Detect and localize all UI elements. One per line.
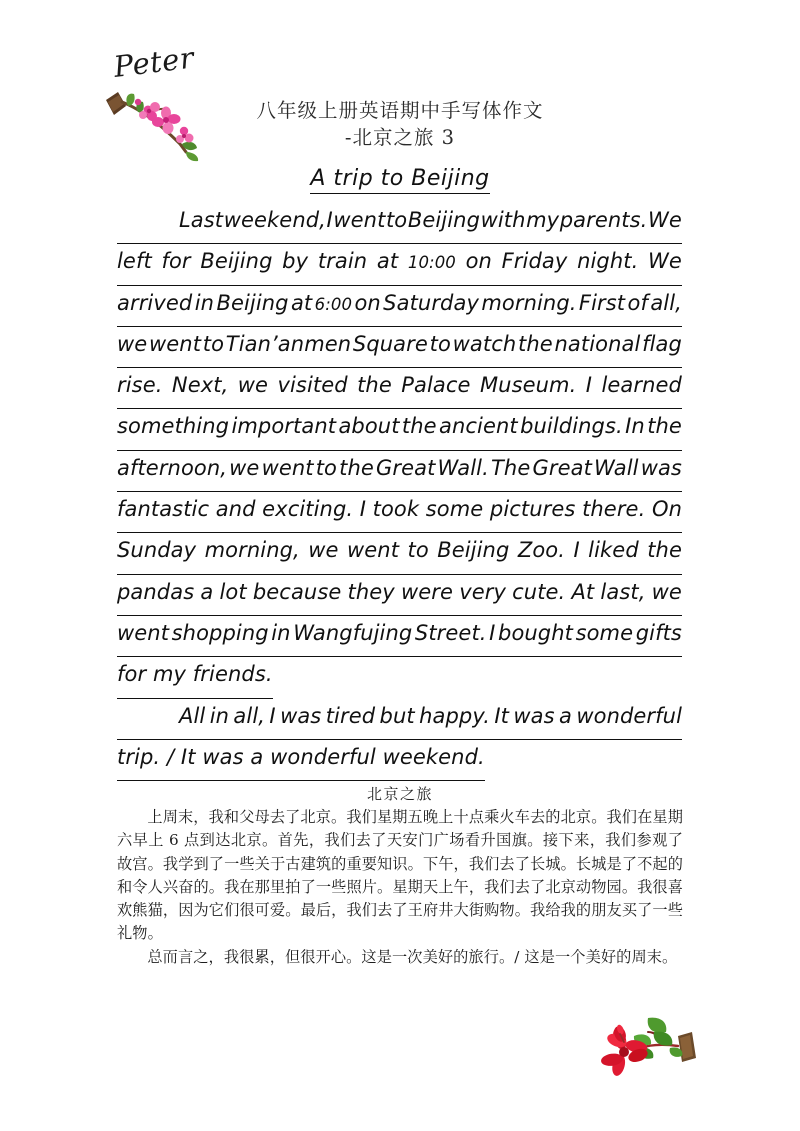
essay-word: we	[237, 373, 269, 398]
essay-word: important	[231, 414, 337, 439]
essay-word: 10:00	[407, 253, 456, 273]
essay-word: the	[647, 538, 682, 563]
essay-word: went	[149, 331, 202, 356]
essay-word: We	[648, 249, 682, 274]
essay-word: Next,	[171, 373, 229, 398]
essay-word: by	[282, 249, 309, 274]
essay-word: the	[518, 331, 553, 356]
essay-word: learned	[601, 373, 682, 398]
essay-word: something	[117, 414, 230, 439]
essay-word: watch	[452, 331, 517, 356]
essay-line	[117, 533, 682, 574]
essay-word: went	[261, 455, 314, 480]
essay-word: parents.	[559, 208, 648, 232]
essay-word: a	[559, 703, 572, 728]
essay-word: 6:00	[314, 294, 353, 314]
essay-word: was	[280, 703, 322, 728]
essay-word: of	[627, 290, 648, 315]
essay-word: was	[513, 703, 555, 728]
essay-word: pictures	[489, 497, 576, 522]
essay-word: we	[308, 538, 339, 563]
essay-word: very	[459, 579, 506, 604]
essay-word: flag	[642, 331, 682, 356]
essay-word: went	[347, 538, 400, 563]
essay-word: in	[271, 620, 291, 645]
essay-word: afternoon,	[117, 455, 228, 480]
essay-word: Museum.	[479, 373, 577, 398]
essay-word: on	[465, 249, 492, 274]
essay-word: all,	[233, 703, 266, 728]
essay-word: on	[354, 290, 381, 315]
essay-word: Zoo.	[517, 538, 565, 563]
essay-word: buildings.	[520, 414, 623, 439]
essay-word: pandas	[117, 579, 195, 604]
essay-word: The	[491, 455, 531, 480]
essay-line	[117, 740, 682, 781]
page-title-en	[0, 166, 800, 194]
essay-word: national	[554, 331, 641, 356]
essay-line	[117, 327, 682, 368]
essay-word: they	[347, 579, 395, 604]
essay-word: went	[117, 620, 170, 645]
essay-word: I	[585, 373, 593, 398]
essay-word: visited	[277, 373, 348, 398]
essay-word: wonderful	[576, 703, 682, 728]
essay-word: tired	[325, 703, 376, 728]
essay-word: Great	[532, 455, 592, 480]
essay-word: morning,	[204, 538, 300, 563]
essay-word: in	[209, 703, 230, 728]
essay-word: some	[425, 497, 484, 522]
essay-word: exciting.	[262, 497, 354, 522]
essay-word: there.	[582, 497, 646, 522]
essay-line	[117, 368, 682, 409]
essay-word: about	[338, 414, 400, 439]
essay-line-text: for my friends.	[117, 657, 273, 699]
essay-word: I	[489, 620, 496, 645]
essay-word: went	[333, 208, 386, 232]
essay-word: all,	[650, 290, 682, 315]
essay-word: Saturday	[383, 290, 479, 315]
essay-word: We	[648, 208, 682, 232]
essay-line	[117, 575, 682, 616]
essay-word: at	[376, 249, 399, 274]
essay-word: Wall	[594, 455, 639, 480]
essay-chinese-body	[117, 806, 683, 969]
essay-line	[117, 616, 682, 657]
essay-word: All	[179, 703, 206, 728]
essay-word: we	[229, 455, 260, 480]
essay-word: On	[651, 497, 682, 522]
essay-word: the	[357, 373, 392, 398]
essay-word: the	[647, 414, 682, 439]
essay-word: happy.	[419, 703, 490, 728]
essay-word: shopping	[171, 620, 269, 645]
essay-word: to	[385, 208, 408, 232]
essay-line	[117, 699, 682, 740]
essay-word: to	[407, 538, 429, 563]
essay-word: Wangfujing	[293, 620, 413, 645]
essay-word: night.	[577, 249, 639, 274]
essay-word: Wall.	[437, 455, 489, 480]
essay-word: Square	[352, 331, 428, 356]
essay-word: left	[117, 249, 152, 274]
essay-word: were	[400, 579, 454, 604]
essay-word: gifts	[635, 620, 682, 645]
essay-line	[117, 244, 682, 285]
essay-word: I	[573, 538, 580, 563]
essay-line	[117, 203, 682, 244]
essay-word: weekend,	[223, 208, 326, 232]
essay-chinese-heading: 北京之旅	[366, 785, 433, 803]
essay-word: I	[269, 703, 276, 728]
essay-word: It	[494, 703, 509, 728]
signature-peter: Peter	[111, 40, 196, 84]
essay-word: Beijing	[437, 538, 510, 563]
essay-word: Street.	[414, 620, 487, 645]
essay-word: last,	[600, 579, 646, 604]
essay-word: Great	[376, 455, 436, 480]
essay-word: the	[339, 455, 374, 480]
essay-word: morning.	[481, 290, 577, 315]
essay-line	[117, 657, 682, 698]
essay-line	[117, 409, 682, 450]
essay-word: Last	[179, 208, 224, 232]
essay-line	[117, 492, 682, 533]
essay-word: to	[429, 331, 451, 356]
essay-word: took	[372, 497, 420, 522]
essay-word: Beijing	[407, 208, 480, 232]
essay-line	[117, 286, 682, 327]
page-title-en-text: A trip to Beijing	[310, 166, 489, 194]
essay-word: but	[379, 703, 415, 728]
essay-chinese-paragraph-1: 上周末，我和父母去了北京。我们星期五晚上十点乘火车去的北京。我们在星期六早上 6 点到达北京。首先，我们去了天安门广场看升国旗。接下来，我们参观了故宫。我学到了一些关于古建筑的重要知识。下午，我们去了长城。长城是了不起的和令人兴奋的。我在那里拍了一些照片。星期天上午，我们去了北京动物园。我很喜欢熊猫，因为它们很可爱。最后，我们去了王府井大街购物。我给我的朋友买了一些礼物。	[117, 808, 683, 943]
essay-word: to	[202, 331, 225, 356]
essay-word: and	[215, 497, 256, 522]
essay-word: Palace	[401, 373, 471, 398]
essay-word: because	[252, 579, 342, 604]
page-title-cn-line2: -北京之旅 3	[344, 126, 456, 149]
page-title-cn-line1: 八年级上册英语期中手写体作文	[256, 99, 544, 122]
essay-word: Friday	[501, 249, 568, 274]
essay-word: At	[571, 579, 595, 604]
essay-word: lot	[219, 579, 247, 604]
essay-word: some	[575, 620, 634, 645]
essay-word: arrived	[117, 290, 193, 315]
essay-word: with	[480, 208, 526, 232]
essay-word: cute.	[512, 579, 566, 604]
essay-word: in	[194, 290, 215, 315]
essay-word: a	[200, 579, 214, 604]
essay-word: Sunday	[117, 538, 197, 563]
essay-word: at	[290, 290, 313, 315]
red-flower-branch-decoration	[594, 1014, 720, 1090]
essay-word: we	[117, 331, 148, 356]
essay-word: Tian’anmen	[225, 331, 352, 356]
essay-word: we	[651, 579, 682, 604]
essay-word: my	[526, 208, 560, 232]
essay-word: I	[359, 497, 367, 522]
essay-word: liked	[588, 538, 639, 563]
essay-english-body	[117, 203, 682, 781]
essay-word: train	[317, 249, 368, 274]
essay-word: fantastic	[117, 497, 210, 522]
essay-word: Beijing	[200, 249, 273, 274]
essay-word: In	[625, 414, 645, 439]
essay-word: bought	[498, 620, 573, 645]
essay-chinese-paragraph-2: 总而言之，我很累，但很开心。这是一次美好的旅行。/ 这是一个美好的周末。	[147, 947, 678, 966]
essay-word: I	[326, 208, 333, 232]
essay-word: Beijing	[216, 290, 289, 315]
essay-word: ancient	[438, 414, 518, 439]
essay-word: for	[161, 249, 191, 274]
essay-word: to	[315, 455, 338, 480]
essay-word: First	[578, 290, 626, 315]
essay-line-text: trip. / It was a wonderful weekend.	[117, 740, 485, 782]
essay-word: the	[401, 414, 437, 439]
essay-line	[117, 451, 682, 492]
essay-word: was	[640, 455, 682, 480]
essay-word: rise.	[117, 373, 163, 398]
